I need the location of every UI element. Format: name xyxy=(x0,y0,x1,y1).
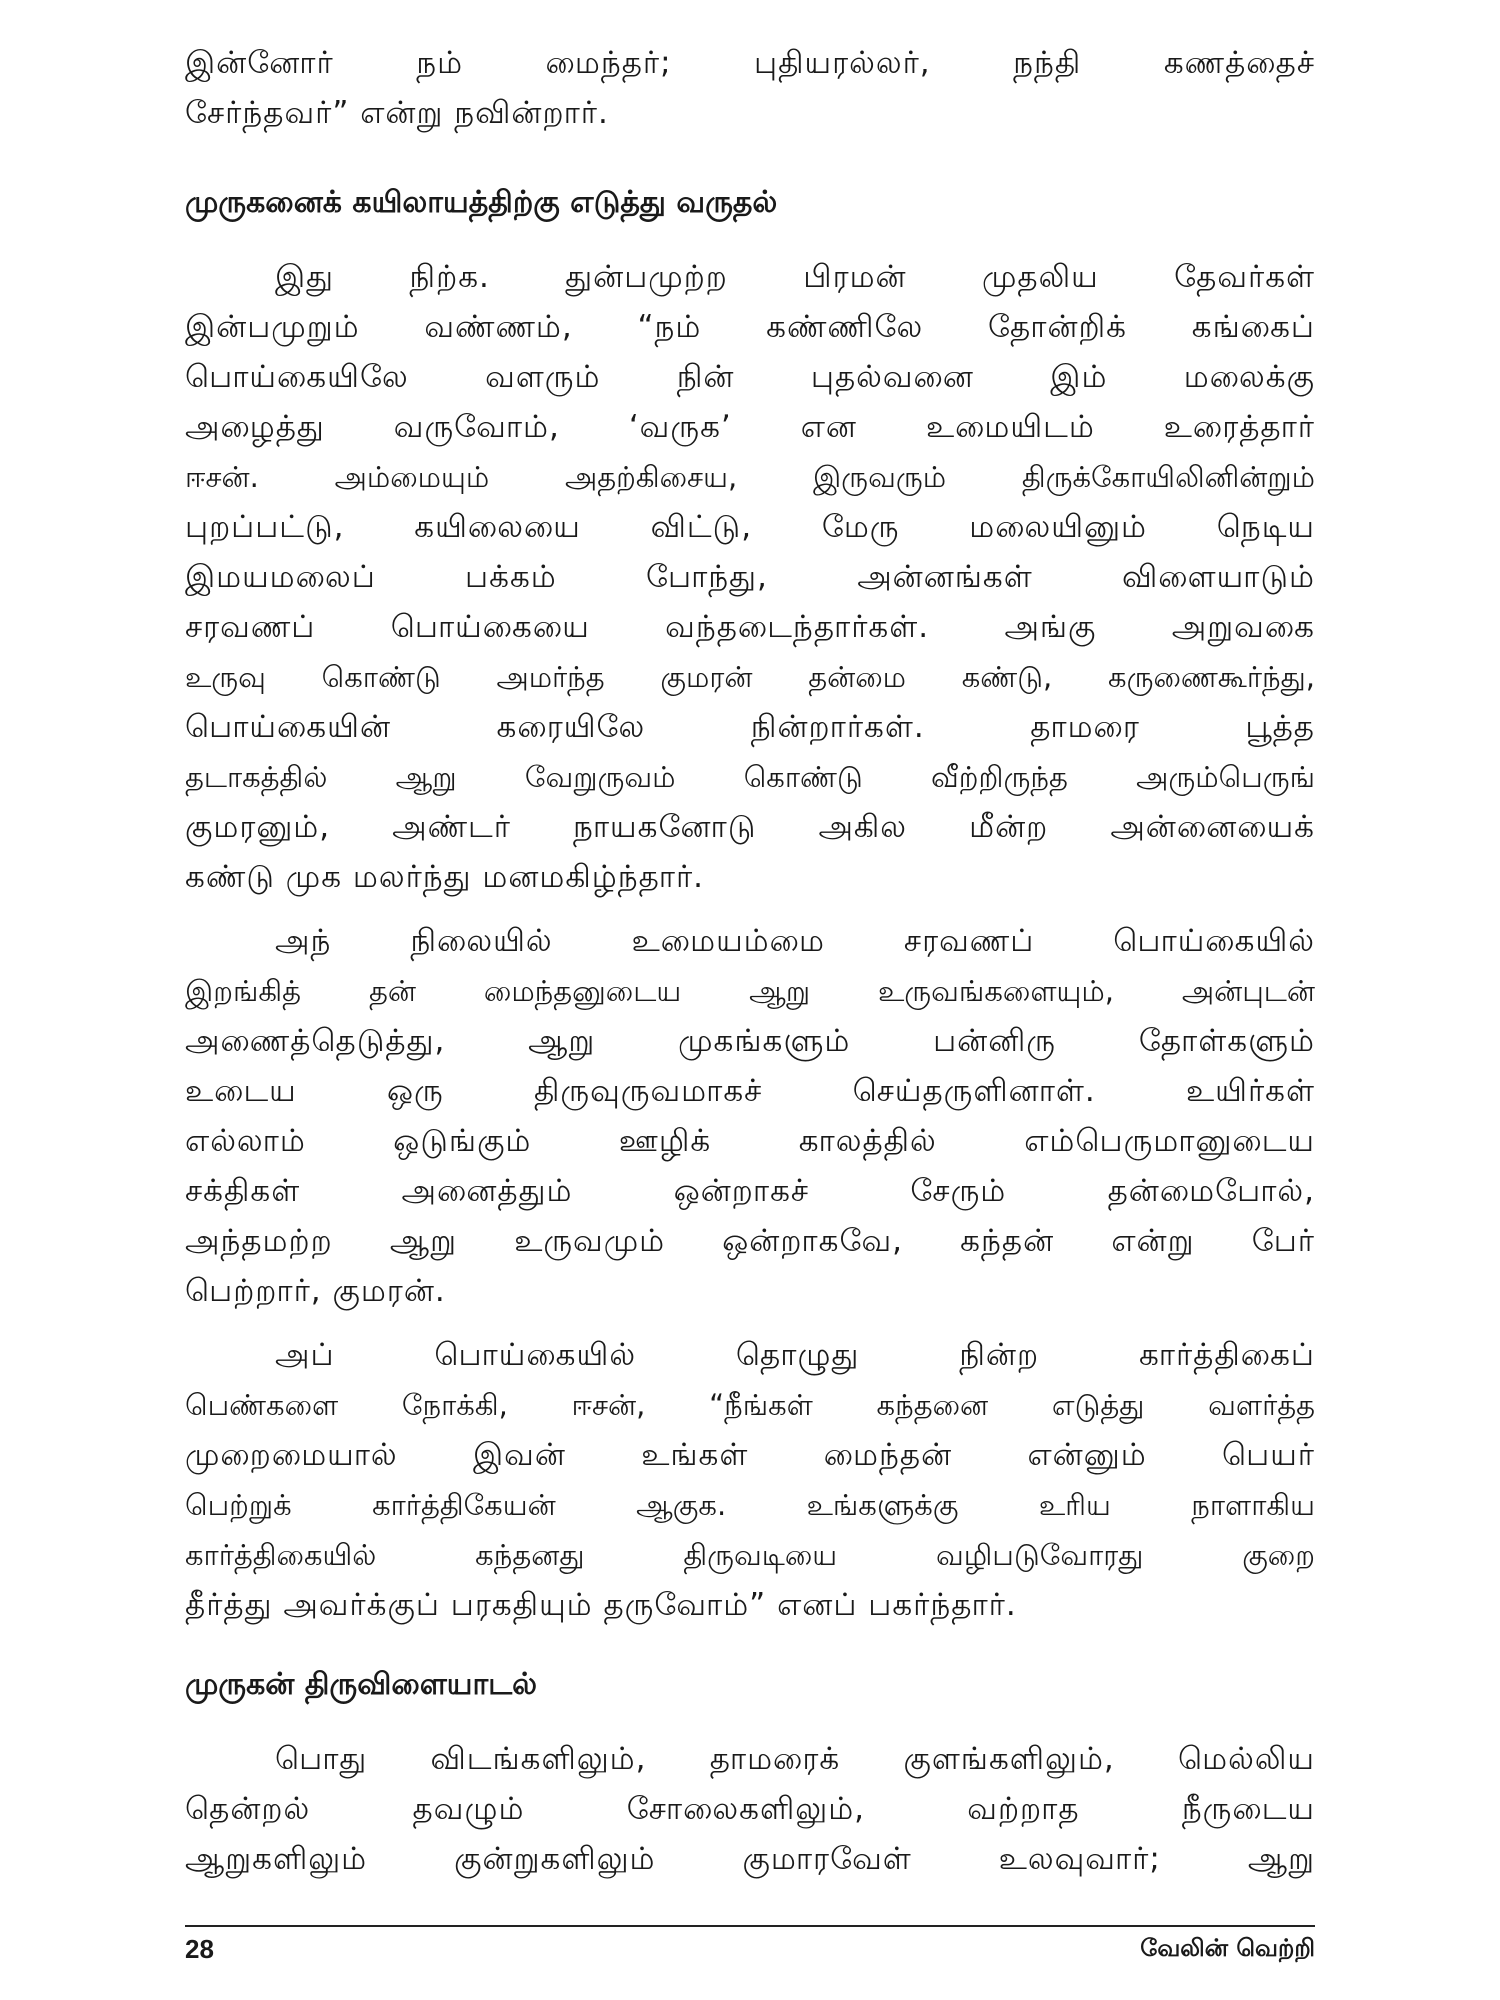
text-line: தடாகத்தில் ஆறு வேறுருவம் கொண்டு வீற்றிருந்த அரும்பெருங் xyxy=(185,760,1315,794)
section-heading-2: முருகன் திருவிளையாடல் xyxy=(185,1667,537,1702)
text-line: கண்டு முக மலர்ந்து மனமகிழ்ந்தார். xyxy=(185,859,705,895)
page-footer xyxy=(185,1934,1315,1974)
text-line: ஈசன். அம்மையும் அதற்கிசைய, இருவரும் திருக்கோயிலினின்றும் xyxy=(185,460,1315,494)
text-line: உடைய ஒரு திருவுருவமாகச் செய்தருளினாள். உயிர்கள் xyxy=(185,1073,1315,1109)
text-line: பொய்கையிலே வளரும் நின் புதல்வனை இம் மலைக்கு xyxy=(185,359,1315,395)
text-line: பெற்றார், குமரன். xyxy=(185,1273,446,1309)
text-line: அணைத்தெடுத்து, ஆறு முகங்களும் பன்னிரு தோள்களும் xyxy=(185,1023,1315,1059)
text-line: உருவு கொண்டு அமர்ந்த குமரன் தன்மை கண்டு, கருணைகூர்ந்து, xyxy=(185,660,1315,694)
text-line: பெண்களை நோக்கி, ஈசன், “நீங்கள் கந்தனை எடுத்து வளர்த்த xyxy=(185,1388,1315,1422)
paragraph-3 xyxy=(185,1330,1315,1630)
text-line: சக்திகள் அனைத்தும் ஒன்றாகச் சேரும் தன்மைபோல், xyxy=(185,1173,1315,1209)
paragraph-2 xyxy=(185,916,1315,1316)
book-title: வேலின் வெற்றி xyxy=(1140,1934,1315,1962)
text-line: அந்தமற்ற ஆறு உருவமும் ஒன்றாகவே, கந்தன் என்று பேர் xyxy=(185,1223,1315,1259)
text-line: இறங்கித் தன் மைந்தனுடைய ஆறு உருவங்களையும், அன்புடன் xyxy=(185,974,1315,1008)
text-line: அந் நிலையில் உமையம்மை சரவணப் பொய்கையில் xyxy=(275,923,1315,959)
text-line: பொய்கையின் கரையிலே நின்றார்கள். தாமரை பூத்த xyxy=(185,709,1315,745)
text-line: பொது விடங்களிலும், தாமரைக் குளங்களிலும், மெல்லிய xyxy=(275,1741,1315,1777)
text-line: இது நிற்க. துன்பமுற்ற பிரமன் முதலிய தேவர்கள் xyxy=(275,259,1315,295)
page-body xyxy=(185,38,1315,1958)
text-line: இன்னோர் நம் மைந்தர்; புதியரல்லர், நந்தி கணத்தைச் xyxy=(185,45,1315,81)
text-line: பெற்றுக் கார்த்திகேயன் ஆகுக. உங்களுக்கு உரிய நாளாகிய xyxy=(185,1488,1315,1522)
text-line: கார்த்திகையில் கந்தனது திருவடியை வழிபடுவோரது குறை xyxy=(185,1538,1315,1572)
paragraph-1 xyxy=(185,252,1315,902)
top-paragraph xyxy=(185,38,1315,138)
text-line: முறைமையால் இவன் உங்கள் மைந்தன் என்னும் பெயர் xyxy=(185,1437,1315,1473)
text-line: ஆறுகளிலும் குன்றுகளிலும் குமாரவேள் உலவுவார்; ஆறு xyxy=(185,1841,1315,1877)
text-line: குமரனும், அண்டர் நாயகனோடு அகில மீன்ற அன்னையைக் xyxy=(185,809,1315,845)
text-line: எல்லாம் ஒடுங்கும் ஊழிக் காலத்தில் எம்பெருமானுடைய xyxy=(185,1123,1315,1159)
text-line: தென்றல் தவழும் சோலைகளிலும், வற்றாத நீருடைய xyxy=(185,1791,1315,1827)
section-heading-1: முருகனைக் கயிலாயத்திற்கு எடுத்து வருதல் xyxy=(185,185,778,220)
text-line: சரவணப் பொய்கையை வந்தடைந்தார்கள். அங்கு அறுவகை xyxy=(185,609,1315,645)
text-line: அழைத்து வருவோம், ‘வருக’ என உமையிடம் உரைத்தார் xyxy=(185,409,1315,445)
text-line: சேர்ந்தவர்” என்று நவின்றார். xyxy=(185,95,609,131)
paragraph-4 xyxy=(185,1734,1315,1884)
text-line: இன்பமுறும் வண்ணம், “நம் கண்ணிலே தோன்றிக் கங்கைப் xyxy=(185,309,1315,345)
text-line: அப் பொய்கையில் தொழுது நின்ற கார்த்திகைப் xyxy=(275,1337,1315,1373)
footer-divider xyxy=(185,1925,1315,1927)
page-number: 28 xyxy=(185,1934,214,1964)
text-line: இமயமலைப் பக்கம் போந்து, அன்னங்கள் விளையாடும் xyxy=(185,559,1315,595)
text-line: புறப்பட்டு, கயிலையை விட்டு, மேரு மலையினும் நெடிய xyxy=(185,509,1315,545)
text-line: தீர்த்து அவர்க்குப் பரகதியும் தருவோம்” எனப் பகர்ந்தார். xyxy=(185,1587,1017,1623)
